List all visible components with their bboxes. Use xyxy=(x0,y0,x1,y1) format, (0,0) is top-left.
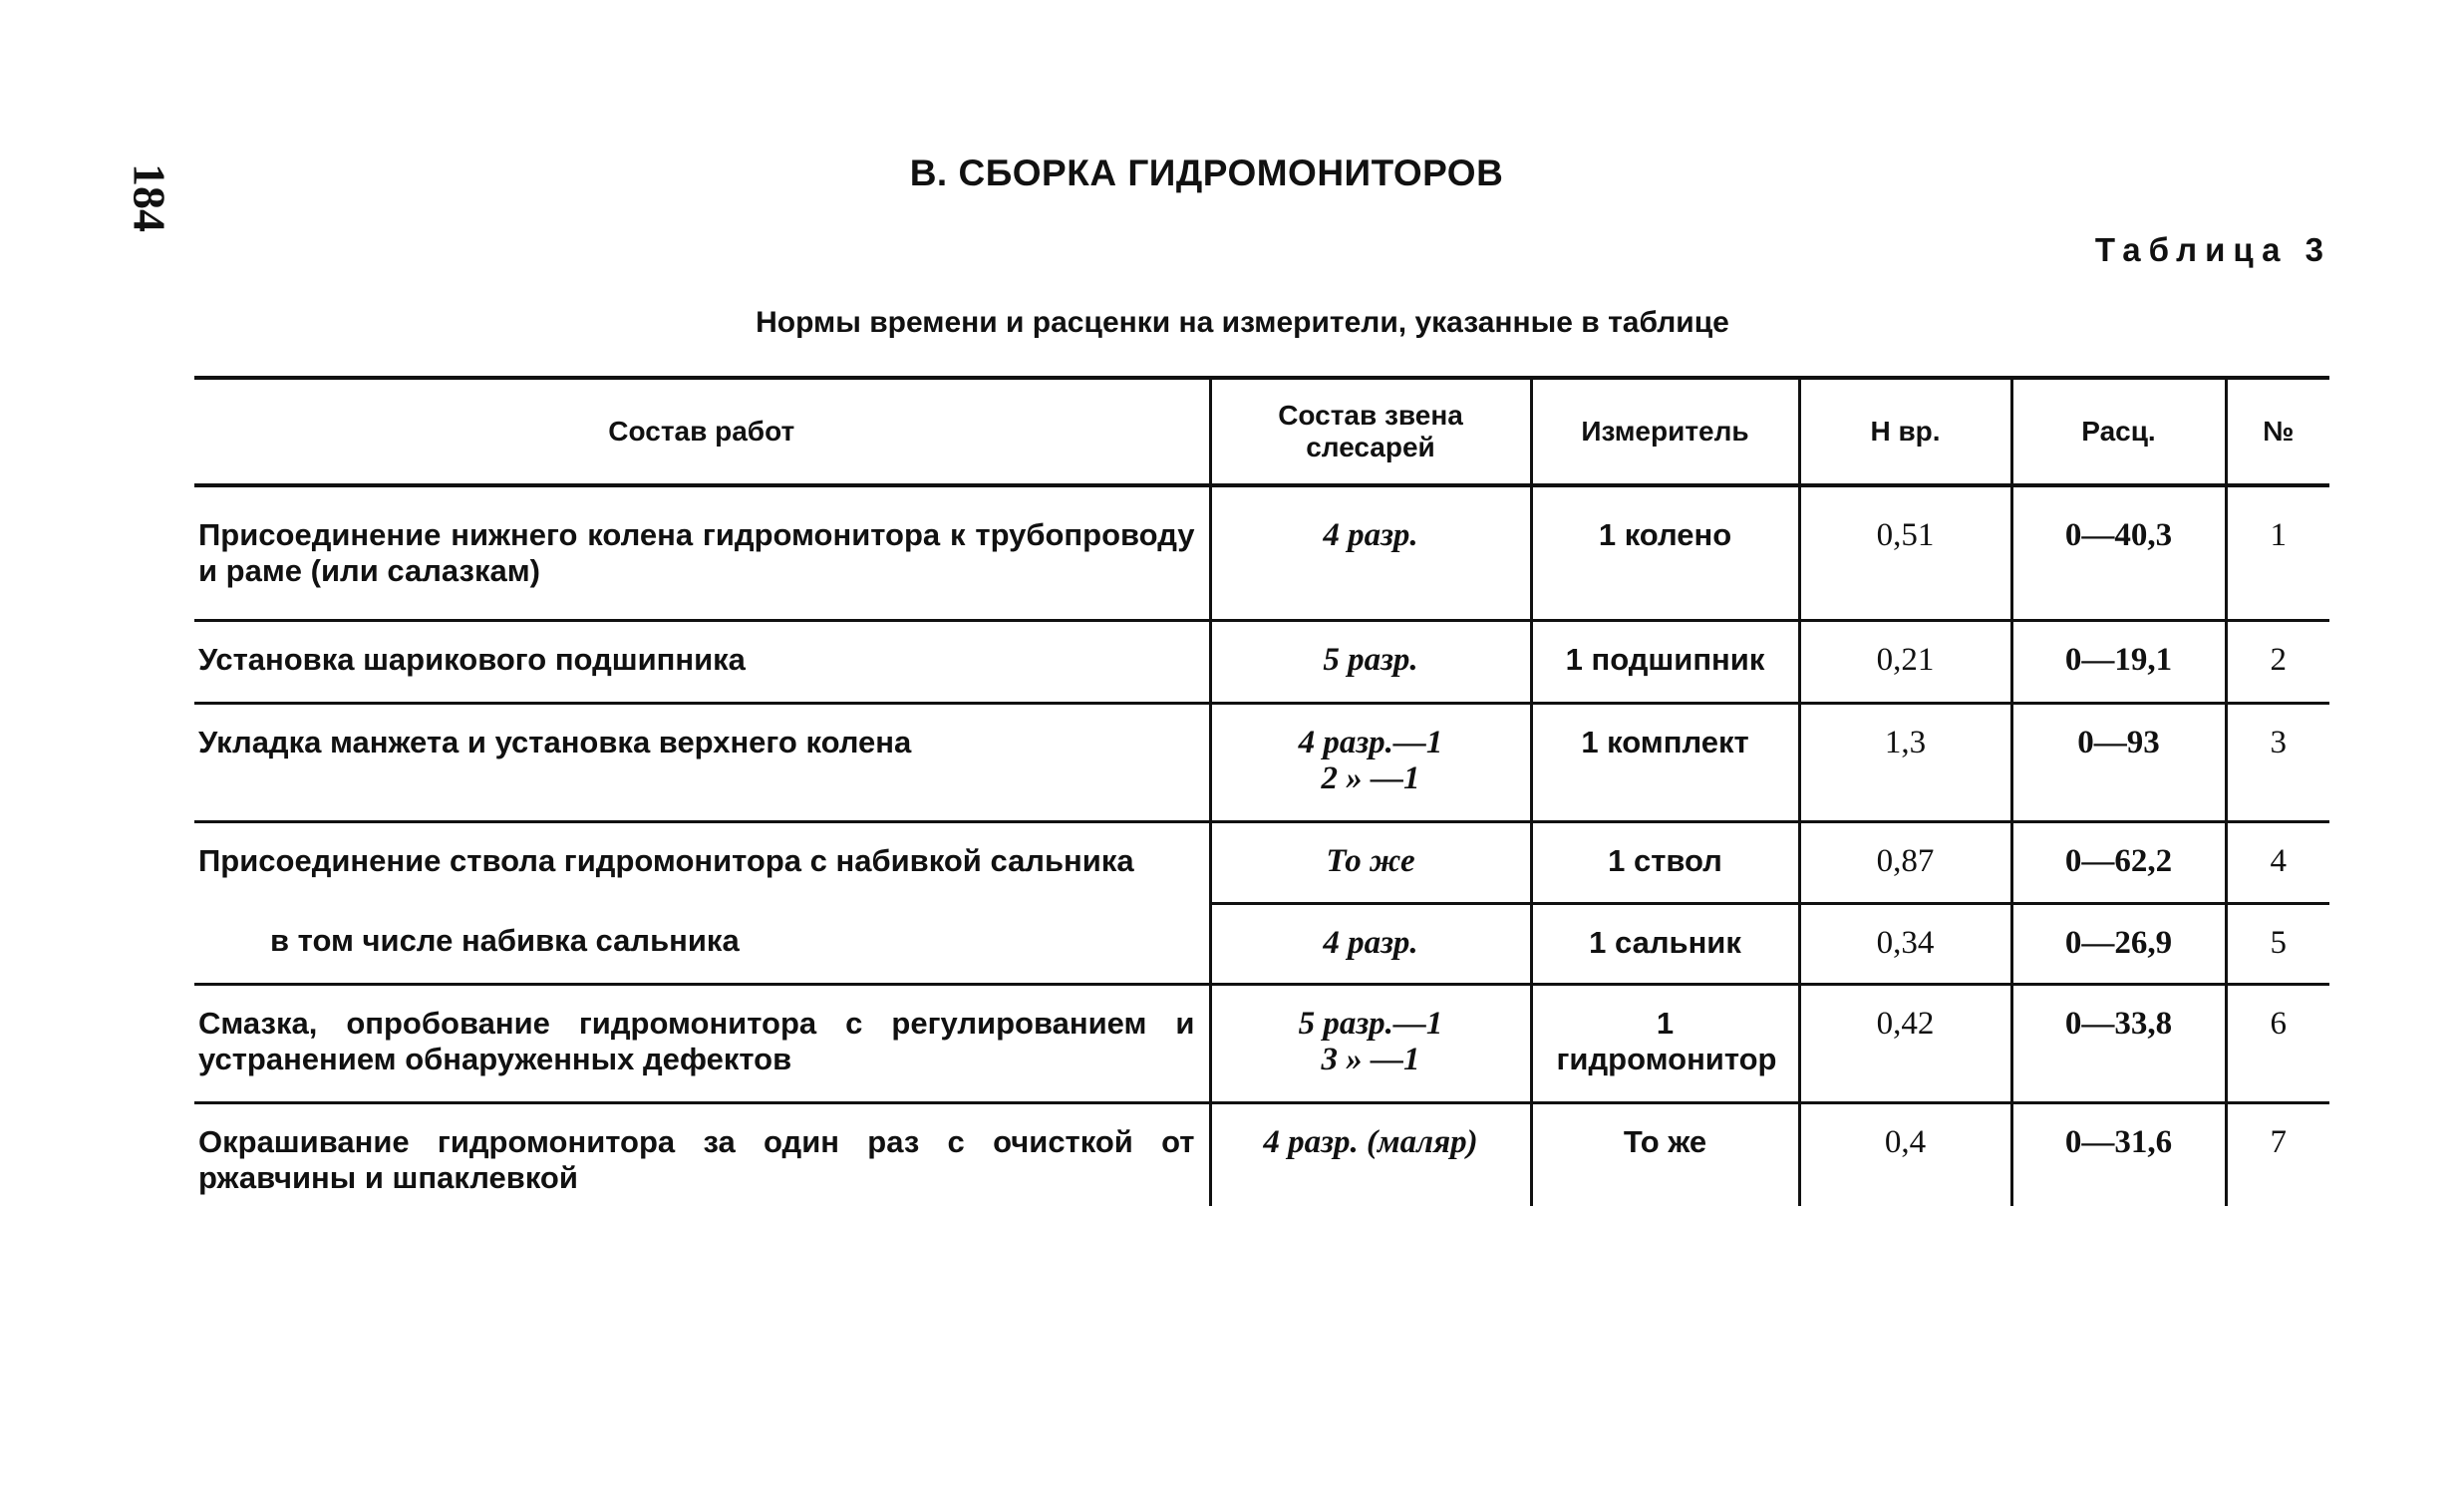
price-rate: 0—33,8 xyxy=(2011,985,2226,1103)
time-norm: 0,21 xyxy=(1799,621,2011,704)
meter-unit: 1 колено xyxy=(1531,485,1799,621)
work-description: Установка шарикового подшипника xyxy=(194,621,1210,704)
crew-line: 4 разр. (маляр) xyxy=(1263,1124,1478,1160)
table-row xyxy=(194,704,2329,822)
time-norm: 0,4 xyxy=(1799,1103,2011,1206)
work-description: Присоединение ствола гидромонитора с набивкой сальника xyxy=(198,843,1134,878)
crew-composition xyxy=(1210,704,1531,822)
table-caption-text: Нормы времени и расценки на измерители, указанные в таблице xyxy=(756,306,1729,339)
table-row xyxy=(194,903,2329,985)
table-caption xyxy=(0,306,2459,340)
work-description: Смазка, опробование гидромонитора с регулированием и устранением обнаруженных дефектов xyxy=(194,985,1210,1103)
table-row xyxy=(194,1103,2329,1206)
crew-line: 2 » —1 xyxy=(1321,760,1420,797)
meter-unit: 1 комплект xyxy=(1531,704,1799,822)
crew-composition xyxy=(1210,822,1531,904)
table-row xyxy=(194,985,2329,1103)
crew-composition xyxy=(1210,985,1531,1103)
crew-composition xyxy=(1210,485,1531,621)
price-rate: 0—40,3 xyxy=(2011,485,2226,621)
crew-line: 4 разр. xyxy=(1323,517,1418,553)
time-norm: 0,34 xyxy=(1799,903,2011,985)
work-description: Присоединение нижнего колена гидромонитора к трубопроводу и раме (или салазкам) xyxy=(194,485,1210,621)
price-rate: 0—31,6 xyxy=(2011,1103,2226,1206)
row-number: 5 xyxy=(2226,903,2329,985)
work-description: Окрашивание гидромонитора за один раз с очисткой от ржавчины и шпаклевкой xyxy=(198,1124,1195,1195)
price-rate: 0—19,1 xyxy=(2011,621,2226,704)
page-number: 184 xyxy=(124,163,175,232)
section-title-text: В. СБОРКА ГИДРОМОНИТОРОВ xyxy=(909,152,1504,193)
meter-unit: 1 гидромонитор xyxy=(1531,985,1799,1103)
crew-line: 5 разр.—1 xyxy=(1298,1006,1443,1042)
table-row xyxy=(194,621,2329,704)
time-norm: 0,42 xyxy=(1799,985,2011,1103)
work-description: Укладка манжета и установка верхнего колена xyxy=(194,704,1210,822)
col-header-price: Расц. xyxy=(2011,378,2226,485)
meter-unit: 1 сальник xyxy=(1531,903,1799,985)
crew-line: То же xyxy=(1326,843,1415,879)
crew-composition xyxy=(1210,621,1531,704)
price-rate: 0—93 xyxy=(2011,704,2226,822)
col-header-num: № xyxy=(2226,378,2329,485)
col-header-meter: Измеритель xyxy=(1531,378,1799,485)
meter-unit: 1 подшипник xyxy=(1531,621,1799,704)
time-norm: 1,3 xyxy=(1799,704,2011,822)
meter-unit: 1 ствол xyxy=(1531,822,1799,904)
crew-composition xyxy=(1210,903,1531,985)
row-number: 7 xyxy=(2226,1103,2329,1206)
price-rate: 0—26,9 xyxy=(2011,903,2226,985)
table-row xyxy=(194,485,2329,621)
norms-table xyxy=(194,376,2329,1206)
time-norm: 0,51 xyxy=(1799,485,2011,621)
section-title xyxy=(0,152,2459,194)
price-rate: 0—62,2 xyxy=(2011,822,2226,904)
col-header-work: Состав работ xyxy=(194,378,1210,485)
meter-unit: То же xyxy=(1531,1103,1799,1206)
crew-line: 3 » —1 xyxy=(1321,1042,1420,1078)
col-header-norm: Н вр. xyxy=(1799,378,2011,485)
row-number: 4 xyxy=(2226,822,2329,904)
row-number: 2 xyxy=(2226,621,2329,704)
crew-composition xyxy=(1210,1103,1531,1206)
table-row xyxy=(194,822,2329,904)
col-header-crew: Состав звена слесарей xyxy=(1210,378,1531,485)
crew-line: 4 разр. xyxy=(1323,924,1418,961)
crew-line: 4 разр.—1 xyxy=(1298,725,1443,760)
row-number: 3 xyxy=(2226,704,2329,822)
row-number: 1 xyxy=(2226,485,2329,621)
work-description: в том числе набивка сальника xyxy=(194,903,1210,985)
time-norm: 0,87 xyxy=(1799,822,2011,904)
crew-line: 5 разр. xyxy=(1323,642,1418,678)
table-label: Таблица 3 xyxy=(2094,231,2331,268)
row-number: 6 xyxy=(2226,985,2329,1103)
table-header-row xyxy=(194,378,2329,485)
